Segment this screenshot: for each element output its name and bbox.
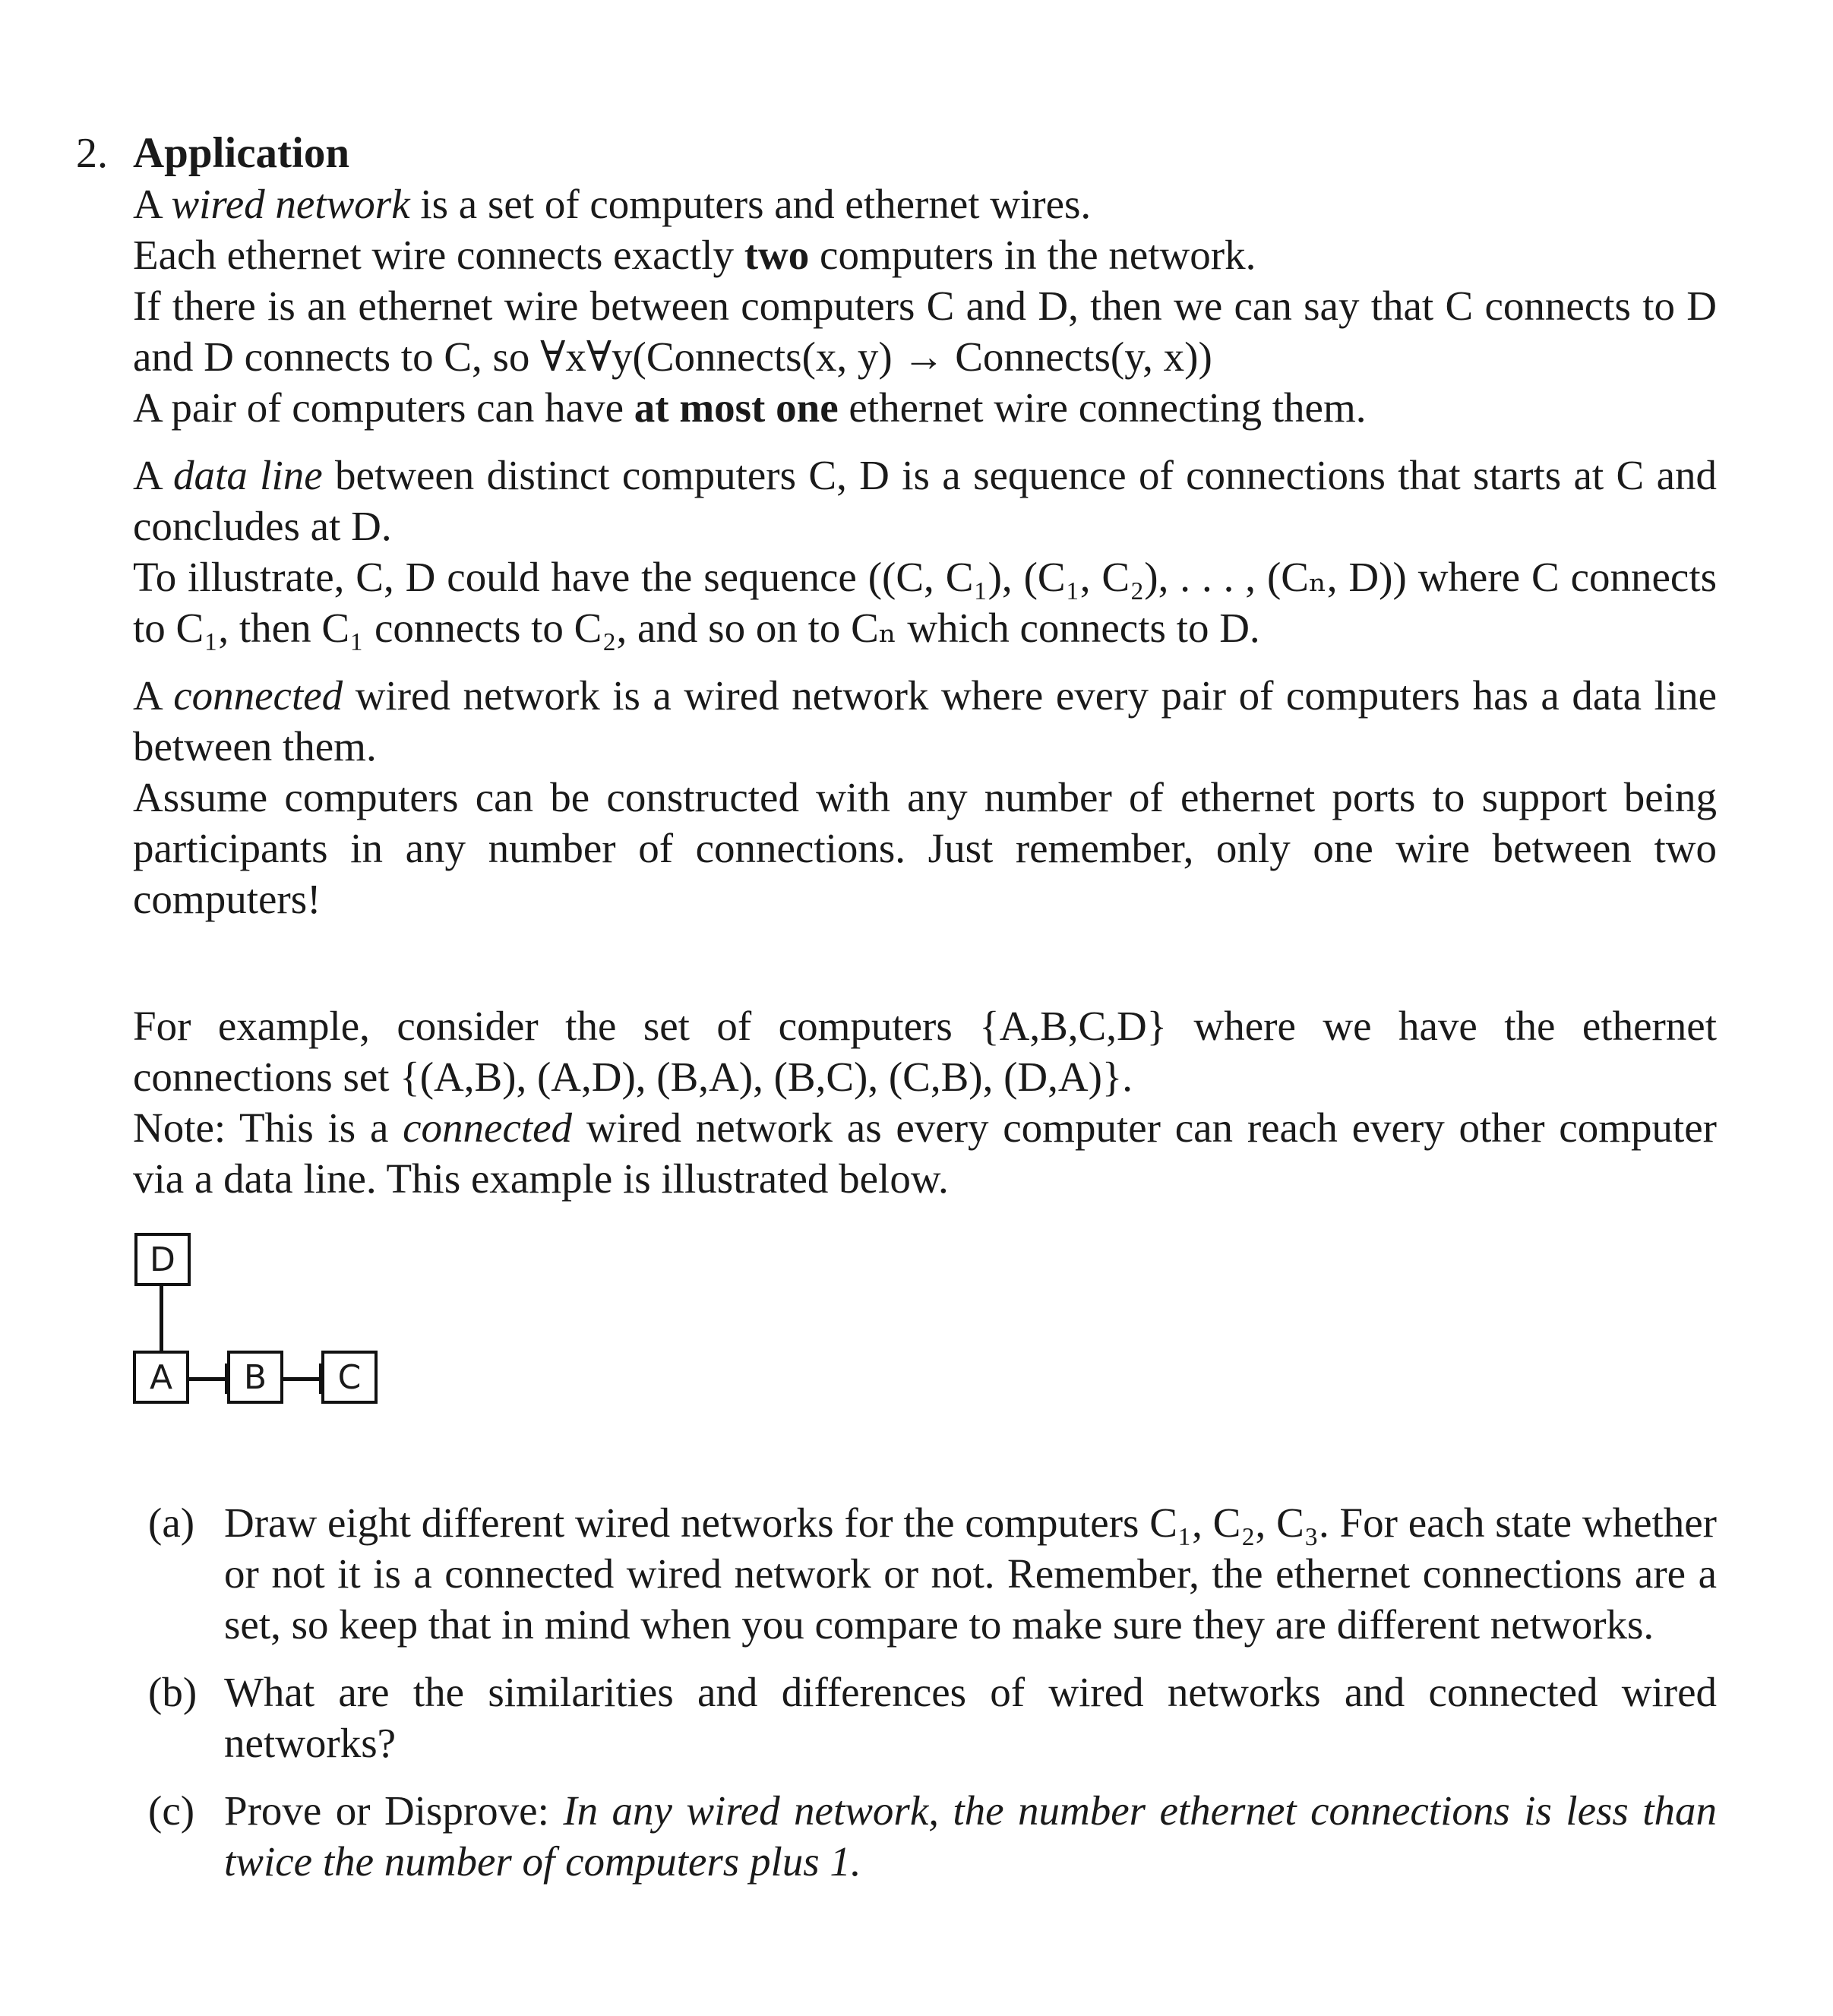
data-line-definition: A data line between distinct computers C, D is a sequence of connections that starts at C and concludes at D. [133, 452, 1717, 549]
problem-number: 2. [76, 130, 108, 177]
part-b-text: What are the similarities and differences of wired networks and connected wired networks? [224, 1669, 1717, 1766]
intro-line-1: A wired network is a set of computers and ethernet wires. [133, 181, 1092, 227]
sub-questions [148, 1497, 1717, 1887]
term-connected: connected [173, 672, 343, 719]
node-d: D [134, 1233, 191, 1286]
term-wired-network: wired network [171, 181, 410, 227]
wire-b-c [283, 1377, 321, 1381]
example-paragraph: For example, consider the set of computers {A,B,C,D} where we have the ethernet connections set {(A,B), (A,D), (B,A), (B,C), (C,B), (D,A)}. [133, 1003, 1717, 1100]
intro-line-2: Each ethernet wire connects exactly two computers in the network. [133, 232, 1256, 278]
problem-body [133, 128, 1717, 1887]
part-b [148, 1667, 1717, 1768]
node-b: B [227, 1351, 283, 1404]
part-c-statement: In any wired network, the number ethernet connections is less than twice the number of computers plus 1. [224, 1787, 1717, 1885]
part-c-text: Prove or Disprove: In any wired network, the number ethernet connections is less than twice the number of computers plus 1. [224, 1787, 1717, 1885]
part-a [148, 1497, 1717, 1650]
intro-line-3: If there is an ethernet wire between computers C and D, then we can say that C connects to D and D connects to C, so ∀x∀y(Connects(x, y) → Connects(y, x)) [133, 283, 1717, 380]
wire-a-b [189, 1377, 227, 1381]
wire-d-a [160, 1286, 163, 1351]
data-line-illustration: To illustrate, C, D could have the sequence ((C, C₁), (C₁, C₂), . . . , (Cₙ, D)) where C connects to C₁, then C₁ connects to C₂, and so on to Cₙ which connects to D. [133, 554, 1717, 651]
part-a-text: Draw eight different wired networks for the computers C₁, C₂, C₃. For each state whether or not it is a connected wired network or not. Remember, the ethernet connections are a set, so keep that in mind when you compare to make sure they are different networks. [224, 1499, 1717, 1648]
part-c [148, 1785, 1717, 1887]
part-a-label: (a) [148, 1499, 195, 1546]
network-diagram [133, 1233, 406, 1430]
node-c: C [321, 1351, 378, 1404]
problem-title: Application [133, 129, 350, 177]
node-a: A [133, 1351, 189, 1404]
intro-line-4: A pair of computers can have at most one ethernet wire connecting them. [133, 384, 1367, 431]
example-note: Note: This is a connected wired network as every computer can reach every other computer via a data line. This example is illustrated below. [133, 1104, 1717, 1202]
term-data-line: data line [173, 452, 323, 498]
part-b-label: (b) [148, 1669, 198, 1715]
part-c-label: (c) [148, 1787, 195, 1834]
assumption-paragraph: Assume computers can be constructed with any number of ethernet ports to support being participants in any number of connections. Just remember, only one wire between two computers! [133, 774, 1717, 922]
connected-definition: A connected wired network is a wired network where every pair of computers has a data line between them. [133, 672, 1718, 769]
